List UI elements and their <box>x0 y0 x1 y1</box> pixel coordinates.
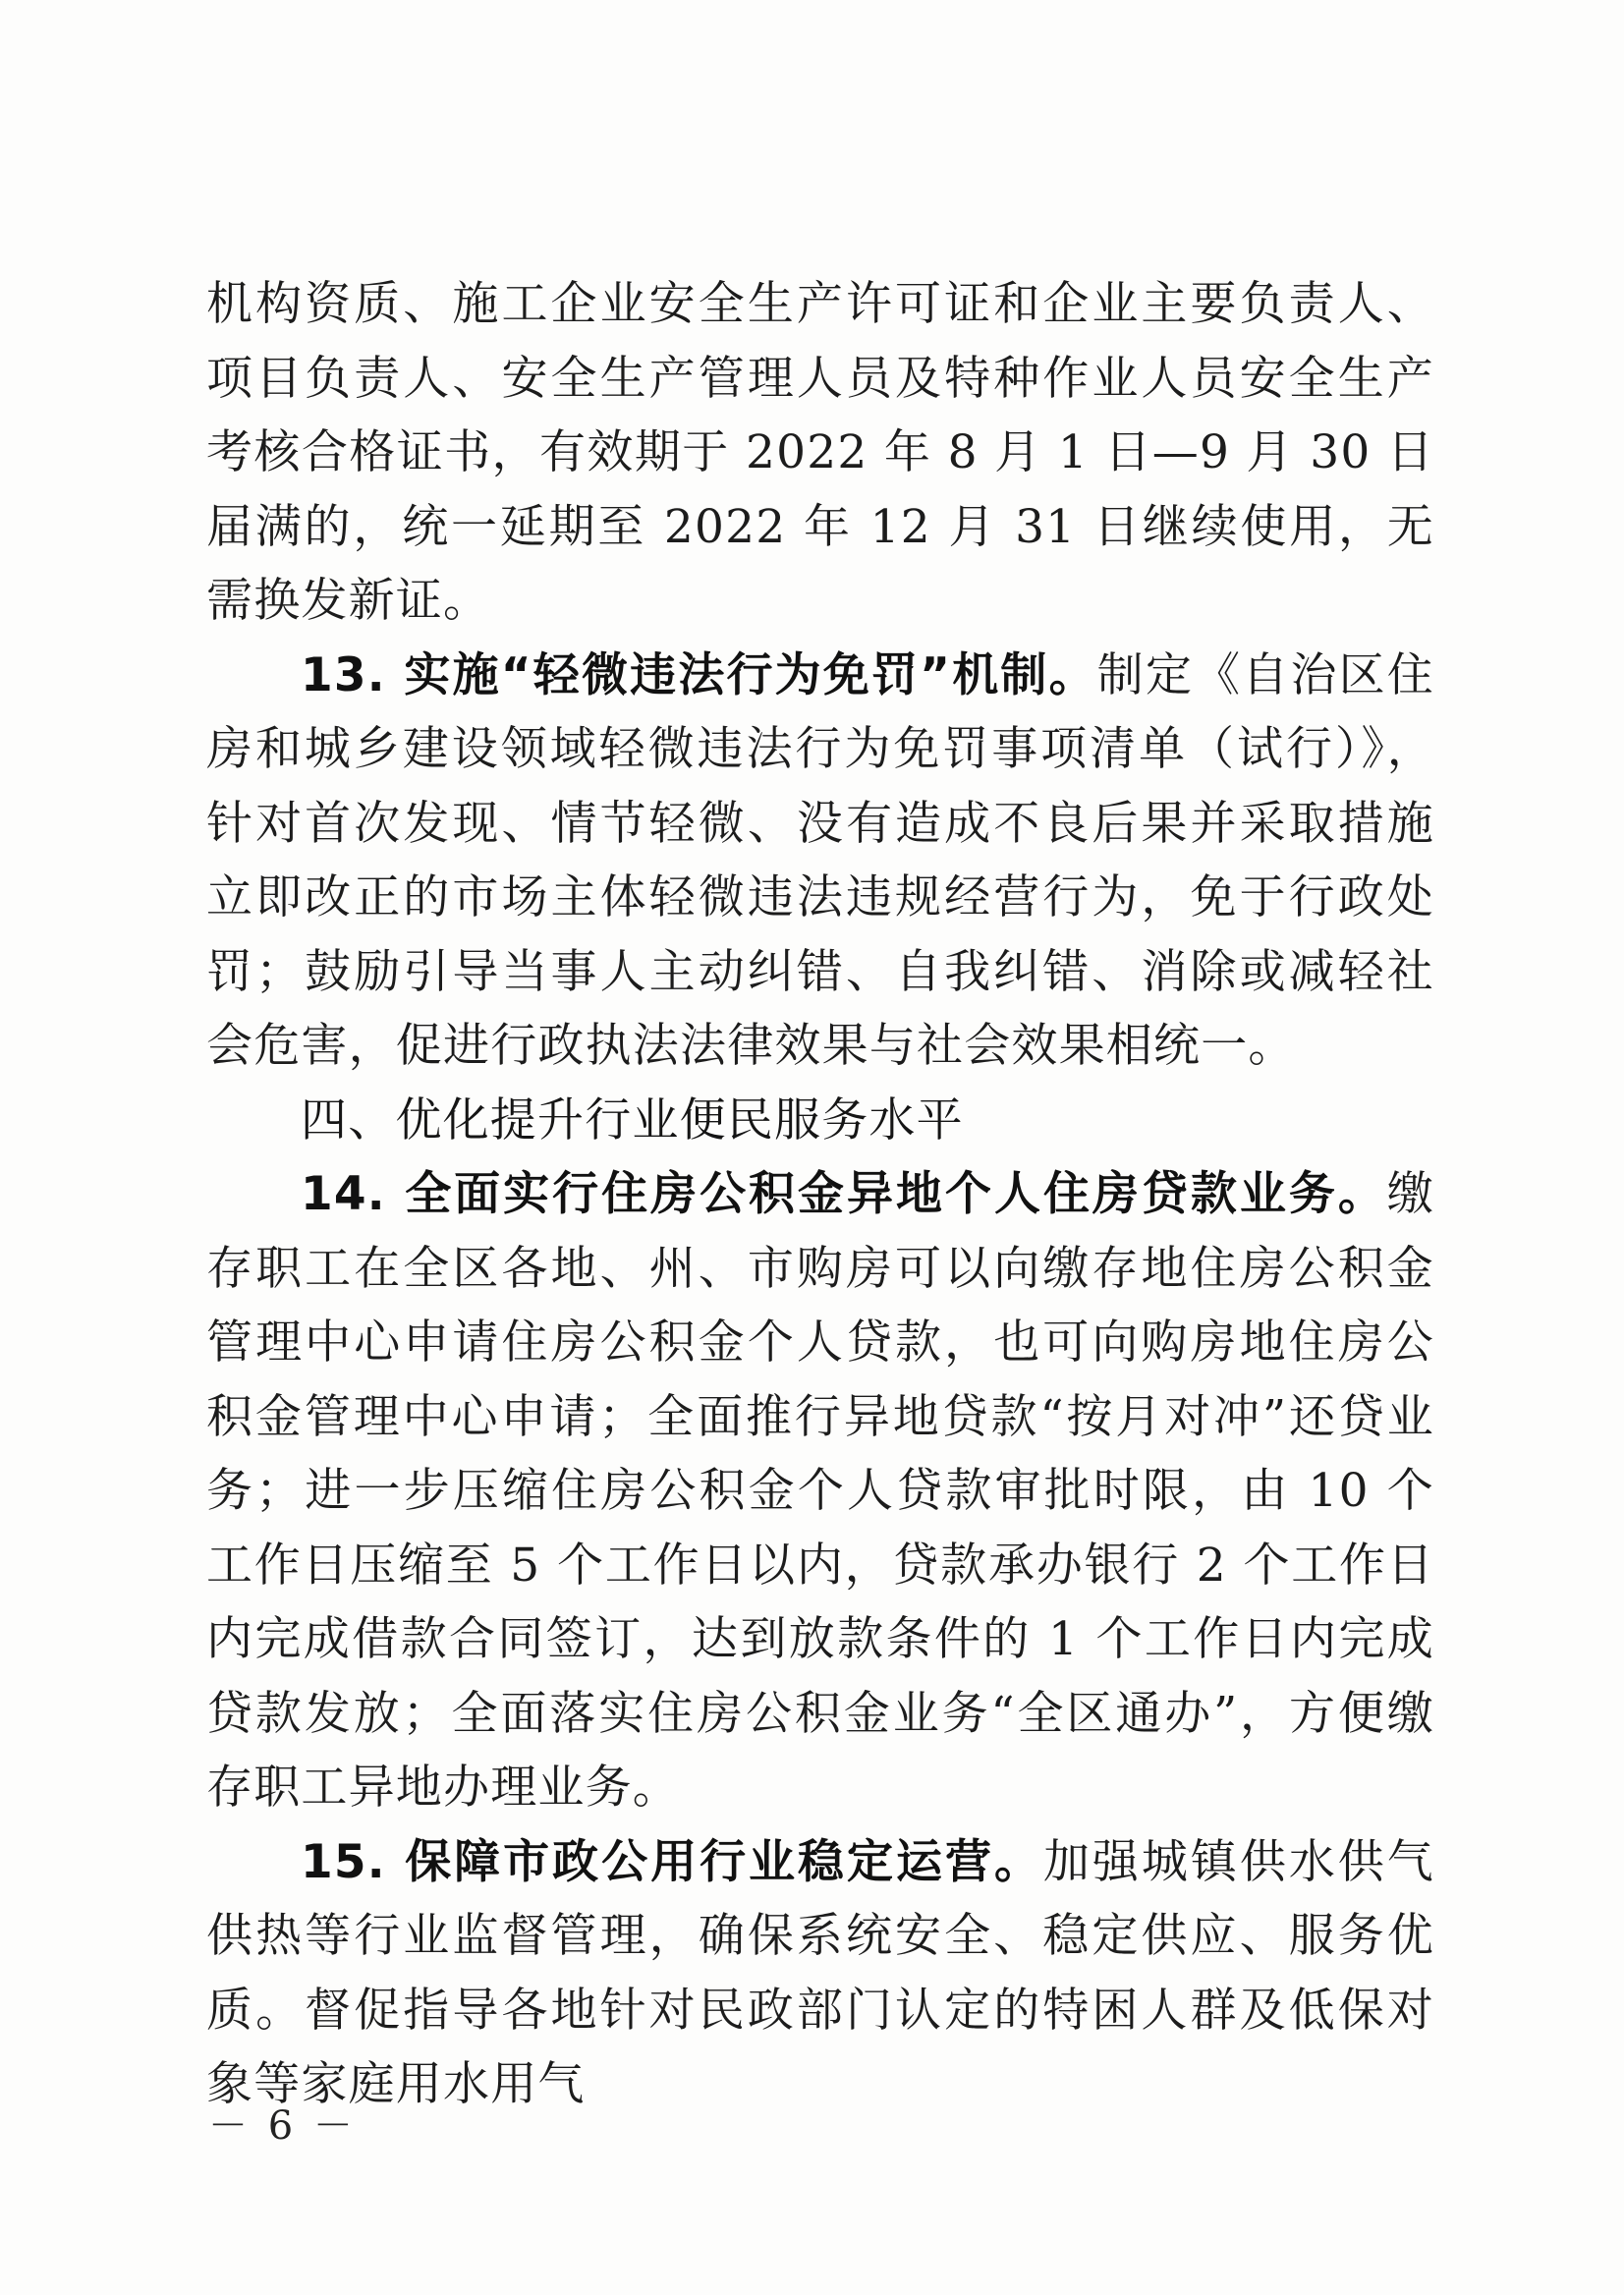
section-heading: 四、优化提升行业便民服务水平 <box>301 1092 964 1148</box>
item-15-text: 加强城镇供水供气供热等行业监督管理，确保系统安全、稳定供应、服务优质。督促指导各地针对民政部门认定的特困人群及低保对象等家庭用水用气 <box>206 1834 1434 2111</box>
paragraph-item-15 <box>206 1825 1434 2122</box>
item-15-title: 15. 保障市政公用行业稳定运营。 <box>301 1834 1043 1889</box>
paragraph-item-14 <box>206 1157 1434 1825</box>
item-13-text: 制定《自治区住房和城乡建设领域轻微违法行为免罚事项清单（试行）》，针对首次发现、情节轻微、没有造成不良后果并采取措施立即改正的市场主体轻微违法违规经营行为，免于行政处罚；鼓励引导当事人主动纠错、自我纠错、消除或减轻社会危害，促进行政执法法律效果与社会效果相统一。 <box>206 647 1434 1073</box>
paragraph-item-13 <box>206 639 1434 1084</box>
page-number: － 6 － <box>208 2103 357 2149</box>
item-14-title: 14. 全面实行住房公积金异地个人住房贷款业务。 <box>301 1167 1387 1221</box>
item-13-title: 13. 实施“轻微违法行为免罚”机制。 <box>301 647 1097 702</box>
paragraph-continuation <box>206 267 1434 639</box>
body-text <box>206 267 1434 2122</box>
item-14-text: 缴存职工在全区各地、州、市购房可以向缴存地住房公积金管理中心申请住房公积金个人贷款，也可向购房地住房公积金管理中心申请；全面推行异地贷款“按月对冲”还贷业务；进一步压缩住房公积金个人贷款审批时限，由 10 个工作日压缩至 5 个工作日以内，贷款承办银行 2 个工作日内完成借款合同签订，达到放款条件的 1 个工作日内完成贷款发放；全面落实住房公积金业务“全区通办”，方便缴存职工异地办理业务。 <box>206 1167 1434 1815</box>
paragraph-text: 机构资质、施工企业安全生产许可证和企业主要负责人、项目负责人、安全生产管理人员及特种作业人员安全生产考核合格证书，有效期于 2022 年 8 月 1 日—9 月 30 日届满的，统一延期至 2022 年 12 月 31 日继续使用，无需换发新证。 <box>206 277 1434 628</box>
